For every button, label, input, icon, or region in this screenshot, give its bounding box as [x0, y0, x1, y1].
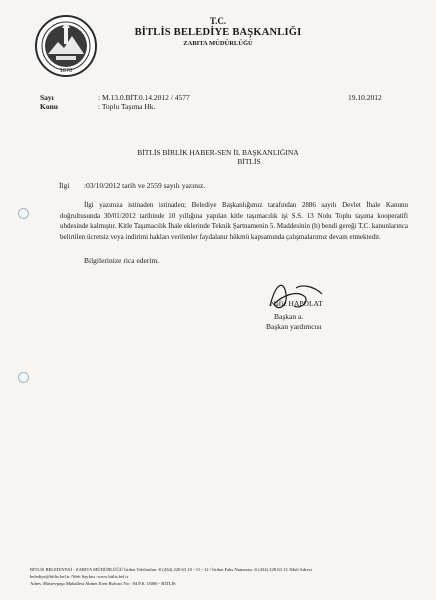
document-date: 19.10.2012 — [348, 93, 382, 102]
handwritten-signature — [262, 276, 332, 316]
ilgi-label: İlgi — [59, 181, 70, 190]
recipient-line2: BİTLİS — [237, 157, 261, 166]
header-country: T.C. — [209, 16, 227, 26]
sayi-value: : M.13.0.BİT.0.14.2012 / 4577 — [98, 93, 190, 102]
recipient-line1: BİTLİS BİRLİK HABER-SEN İL BAŞKANLIĞINA — [137, 148, 299, 157]
header-institution: BİTLİS BELEDİYE BAŞKANLIĞI — [134, 27, 302, 38]
signer-title1: Başkan a. — [274, 312, 304, 321]
closing-line: Bilgilerinize rica ederim. — [84, 256, 160, 265]
sayi-label: Sayı — [40, 93, 54, 102]
body-paragraph: İlgi yazınıza istinaden istinaden; Belediye Başkanlığımız tarafından 2886 sayılı Devlet İhale Kanunu doğrultusunda 30/01/2012 tarihinde 10 yıllığına yapılan kitle taşımacılık işi S.S. 13 Nolu Toplu taşıma kooperatifi uhdesinde kalmıştır. Kitle Taşımacılık İhale eklerinde Teknik Şartnamenin 5. Maddesinin (b) bendi gereği T.C. kanunlarınca belirtilen ücretsiz veya indirimi hakları verilenler faydalanır hükmü kapsamında çalışmalarımız devam etmektedir. — [60, 201, 408, 241]
header-department: ZABITA MÜDÜRLÜĞÜ — [183, 40, 253, 47]
konu-label: Konu — [40, 102, 58, 111]
signer-title2: Başkan yardımcısı — [266, 322, 322, 331]
footer-contact-line2: belediye@bitlis.bel.tr /Web Sayfası :www.bitlis.bel.tr — [30, 574, 129, 579]
konu-value: : Toplu Taşıma Hk. — [98, 102, 156, 111]
svg-text:1878: 1878 — [59, 68, 73, 74]
ilgi-text: :03/10/2012 tarih ve 2559 sayılı yazınız. — [84, 181, 206, 190]
footer-address-line: Adres :Hüsrevpaşa Mahallesi Ahmet Eren Bulvarı No : 84 P.K 13000 - BİTLİS — [30, 581, 176, 586]
footer-contact-line1: BİTLİS BELEDİYESİ - ZABITA MÜDÜRLÜĞÜ İrtibat Telefonları :0 (434) 228 63 10 - 11 - 12 / İrtibat Faks Numarası :0 (434) 228 63 13 /Mail Adresi — [30, 567, 312, 572]
punch-hole-mark — [18, 208, 29, 219]
signer-name: Nafiz HAPOLAT — [270, 299, 323, 308]
punch-hole-mark — [18, 372, 29, 383]
